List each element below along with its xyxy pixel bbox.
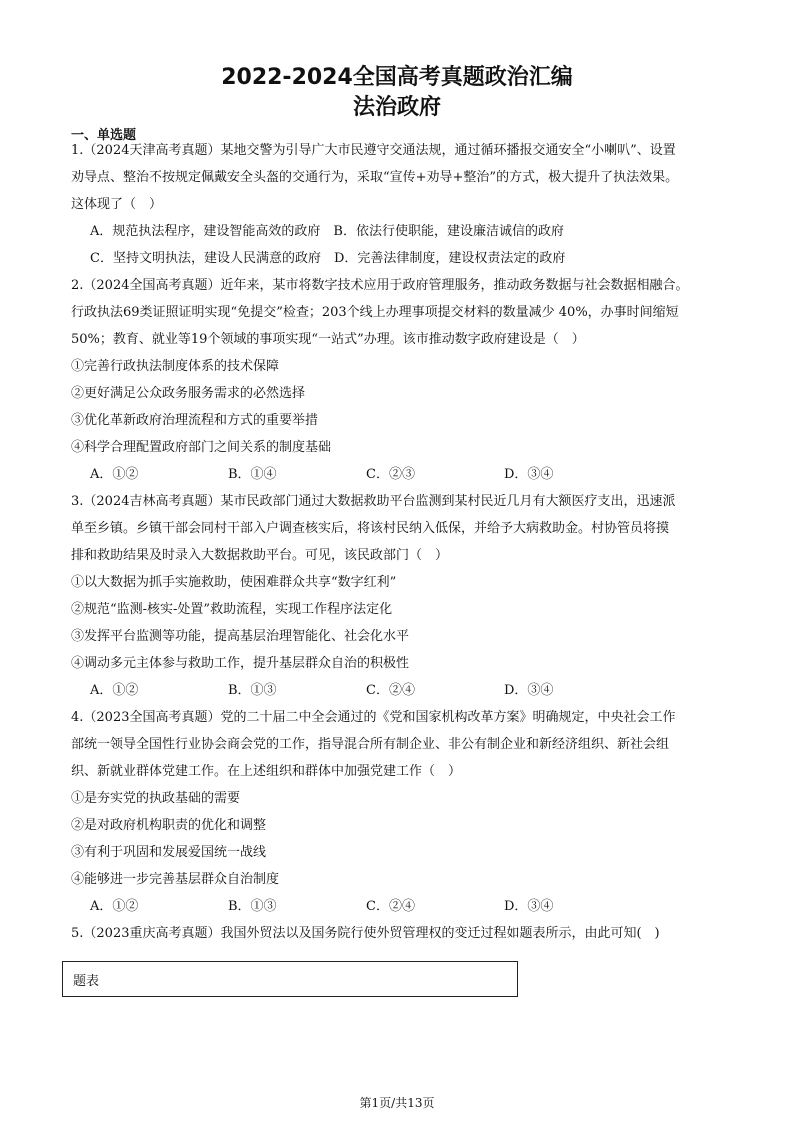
statement-item: ①以大数据为抓手实施救助，使困难群众共享“数字红利” (71, 575, 397, 590)
statement-item: ①是夯实党的执政基础的需要 (71, 791, 241, 806)
statement-item: ②是对政府机构职责的优化和调整 (71, 818, 267, 833)
statement-item: ④调动多元主体参与救助工作，提升基层群众自治的积极性 (71, 656, 410, 671)
question-stem-line: 50%；教育、就业等19个领域的事项实现“一站式”办理。该市推动数字政府建设是（ ） (71, 332, 585, 347)
statement-item: ③发挥平台监测等功能，提高基层治理智能化、社会化水平 (71, 629, 410, 644)
question-stem-line: 3.（2024吉林高考真题）某市民政部门通过大数据救助平台监测到某村民近几月有大额医疗支出，迅速派 (71, 494, 676, 509)
questions-body (71, 137, 721, 947)
option-row: C．坚持文明执法，建设人民满意的政府 D．完善法律制度，建设权责法定的政府 (90, 251, 566, 266)
question-table (62, 961, 518, 997)
table-label: 题表 (73, 974, 100, 989)
statement-item: ③优化革新政府治理流程和方式的重要举措 (71, 413, 319, 428)
option-d: D．③④ (504, 467, 554, 482)
option-c: C．②③ (366, 467, 415, 482)
question-stem-line: 行政执法69类证照证明实现“免提交”检查；203个线上办理事项提交材料的数量减少 40%，办事时间缩短 (71, 305, 679, 320)
option-b: B．①④ (228, 467, 277, 482)
question-2 (71, 272, 721, 488)
page-footer: 第1页/共13页 (359, 1096, 435, 1110)
question-stem-line: 这体现了（ ） (71, 197, 163, 212)
question-stem-line: 4.（2023全国高考真题）党的二十届二中全会通过的《党和国家机构改革方案》明确规定，中央社会工作 (71, 710, 676, 725)
option-d: D．③④ (504, 683, 554, 698)
document-title: 2022-2024全国高考真题政治汇编 (221, 65, 573, 90)
statement-item: ②更好满足公众政务服务需求的必然选择 (71, 386, 306, 401)
question-stem-line: 1.（2024天津高考真题）某地交警为引导广大市民遵守交通法规，通过循环播报交通安全“小喇叭”、设置 (71, 143, 676, 158)
option-row (71, 677, 721, 704)
option-row: A．规范执法程序，建设智能高效的政府 B．依法行使职能，建设廉洁诚信的政府 (90, 224, 564, 239)
question-stem-line: 排和救助结果及时录入大数据救助平台。可见，该民政部门（ ） (71, 548, 449, 563)
statement-item: ②规范“监测-核实-处置”救助流程，实现工作程序法定化 (71, 602, 393, 617)
option-c: C．②④ (366, 683, 415, 698)
question-stem-line: 5.（2023重庆高考真题）我国外贸法以及国务院行使外贸管理权的变迁过程如题表所示，由此可知( ) (71, 926, 660, 941)
option-a: A．①② (90, 683, 139, 698)
question-3 (71, 488, 721, 704)
option-row (71, 461, 721, 488)
option-a: A．①② (90, 467, 139, 482)
option-c: C．②④ (366, 899, 415, 914)
question-stem-line: 2.（2024全国高考真题）近年来，某市将数字技术应用于政府管理服务，推动政务数据与社会数据相融合。 (71, 278, 689, 293)
statement-item: ①完善行政执法制度体系的技术保障 (71, 359, 280, 374)
option-b: B．①③ (228, 683, 277, 698)
option-d: D．③④ (504, 899, 554, 914)
option-row (71, 893, 721, 920)
statement-item: ④能够进一步完善基层群众自治制度 (71, 872, 280, 887)
question-1 (71, 137, 721, 272)
section-heading: 一、单选题 (71, 128, 137, 143)
question-stem-line: 劝导点、整治不按规定佩戴安全头盔的交通行为，采取“宣传+劝导+整治”的方式，极大提升了执法效果。 (71, 170, 679, 185)
question-stem-line: 部统一领导全国性行业协会商会党的工作，指导混合所有制企业、非公有制企业和新经济组织、新社会组 (71, 737, 670, 752)
document-subtitle: 法治政府 (352, 95, 441, 120)
question-5 (71, 920, 721, 947)
statement-item: ③有利于巩固和发展爱国统一战线 (71, 845, 267, 860)
option-b: B．①③ (228, 899, 277, 914)
statement-item: ④科学合理配置政府部门之间关系的制度基础 (71, 440, 332, 455)
option-a: A．①② (90, 899, 139, 914)
question-stem-line: 织、新就业群体党建工作。在上述组织和群体中加强党建工作（ ） (71, 764, 462, 779)
question-4 (71, 704, 721, 920)
question-stem-line: 单至乡镇。乡镇干部会同村干部入户调查核实后，将该村民纳入低保，并给予大病救助金。村协管员将摸 (71, 521, 670, 536)
